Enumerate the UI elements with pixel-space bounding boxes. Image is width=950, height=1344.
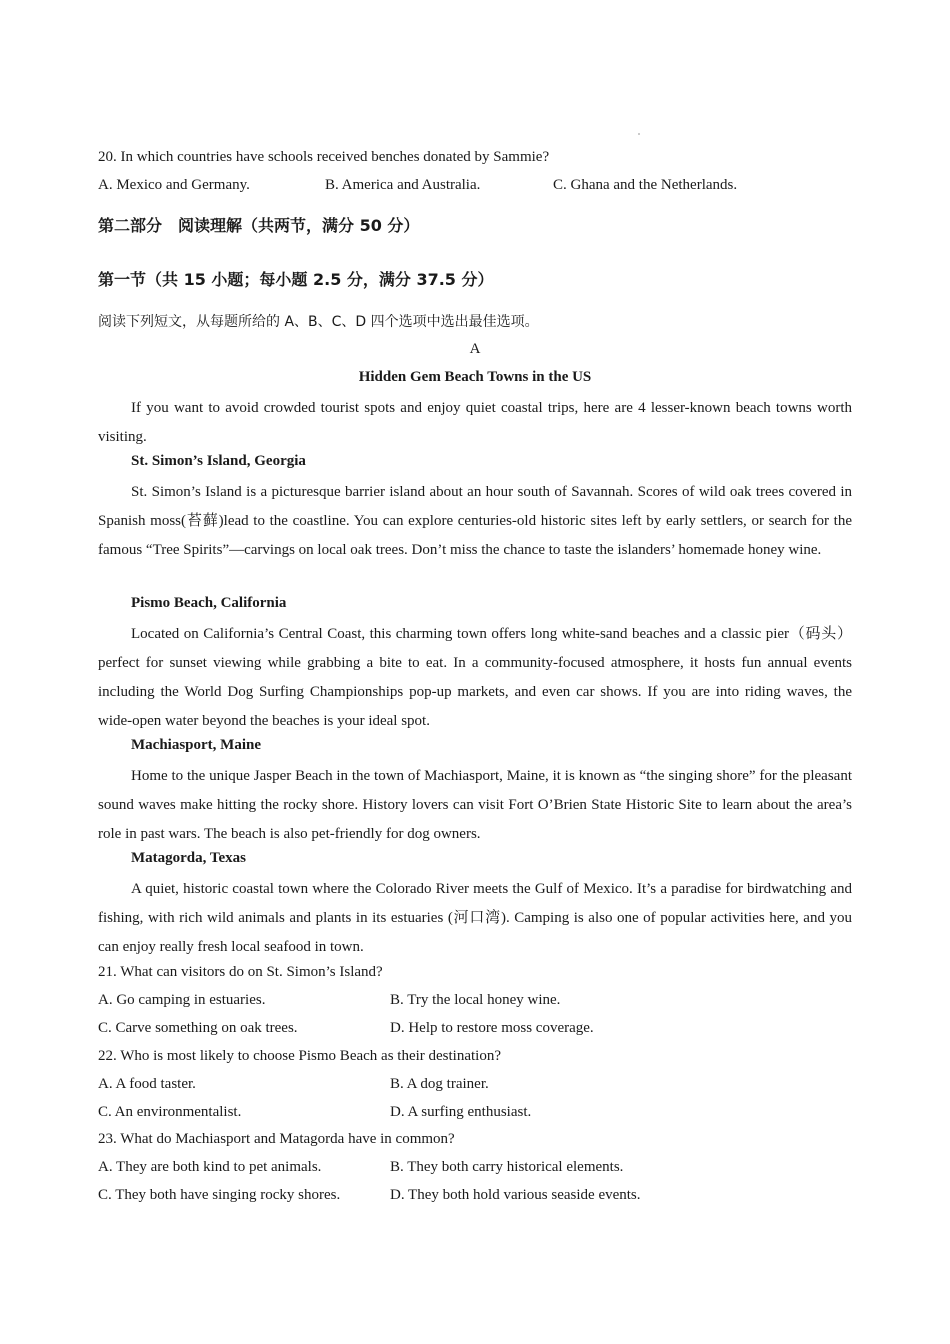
section-heading-st-simons: St. Simon’s Island, Georgia (131, 453, 306, 469)
q21-option-d: D. Help to restore moss coverage. (390, 1020, 594, 1036)
section-heading-pismo: Pismo Beach, California (131, 595, 287, 611)
q21-stem: 21. What can visitors do on St. Simon’s Island? (98, 964, 383, 980)
q20-option-b: B. America and Australia. (325, 177, 481, 193)
section-heading-machiasport: Machiasport, Maine (131, 737, 261, 753)
q23-option-c: C. They both have singing rocky shores. (98, 1187, 341, 1203)
q21-option-b: B. Try the local honey wine. (390, 992, 561, 1008)
q23-option-b: B. They both carry historical elements. (390, 1159, 624, 1175)
passage-intro (98, 394, 852, 452)
section-text-machiasport (98, 762, 852, 849)
section-text: A quiet, historic coastal town where the Colorado River meets the Gulf of Mexico. It’s a paradise for birdwatching and fishing, with rich wild animals and plants in its estuaries (河口湾). Camping is also one of popular activities here, and you can enjoy really fresh local seafood in town. (98, 881, 852, 955)
section-text-st-simons (98, 478, 852, 565)
q23-option-d: D. They both hold various seaside events. (390, 1187, 641, 1203)
q22-option-c: C. An environmentalist. (98, 1104, 242, 1120)
q23-stem: 23. What do Machiasport and Matagorda have in common? (98, 1131, 455, 1147)
passage-title: Hidden Gem Beach Towns in the US (358, 369, 592, 385)
q22-option-b: B. A dog trainer. (390, 1076, 489, 1092)
q22-option-a: A. A food taster. (98, 1076, 196, 1092)
q23-option-a: A. They are both kind to pet animals. (98, 1159, 322, 1175)
q22-stem: 22. Who is most likely to choose Pismo Beach as their destination? (98, 1048, 502, 1064)
section-text-pismo (98, 620, 852, 736)
section-heading-matagorda: Matagorda, Texas (131, 850, 247, 866)
section-heading: 第一节（共 15 小题；每小题 2.5 分，满分 37.5 分） (98, 270, 494, 289)
q22-option-d: D. A surfing enthusiast. (390, 1104, 532, 1120)
passage-letter: A (469, 341, 481, 357)
instructions: 阅读下列短文，从每题所给的 A、B、C、D 四个选项中选出最佳选项。 (98, 314, 539, 330)
section-text: Located on California’s Central Coast, this charming town offers long white-sand beaches and a classic pier（码头）perfect for sunset viewing while grabbing a bite to eat. In a community-focused atmosphere, it hosts fun annual events including the World Dog Surfing Championships pop-up markets, and even car shows. If you are into riding waves, the wide-open water beyond the beaches is your ideal spot. (98, 626, 852, 729)
q20-option-c: C. Ghana and the Netherlands. (553, 177, 738, 193)
section-text-matagorda (98, 875, 852, 962)
section-text: Home to the unique Jasper Beach in the town of Machiasport, Maine, it is known as “the singing shore” for the pleasant sound waves make hitting the rocky shore. History lovers can visit Fort O’Brien State Historic Site to learn about the area’s role in past wars. The beach is also pet-friendly for dog owners. (98, 768, 852, 842)
part-heading: 第二部分 阅读理解（共两节，满分 50 分） (98, 216, 420, 235)
scan-speck (638, 133, 640, 135)
passage-intro-text: If you want to avoid crowded tourist spots and enjoy quiet coastal trips, here are 4 lesser-known beach towns worth visiting. (98, 400, 852, 445)
q20-stem: 20. In which countries have schools received benches donated by Sammie? (98, 149, 550, 165)
q21-option-a: A. Go camping in estuaries. (98, 992, 266, 1008)
section-text: St. Simon’s Island is a picturesque barrier island about an hour south of Savannah. Scores of wild oak trees covered in Spanish moss(苔藓)lead to the coastline. You can explore centuries-old historic sites left by early settlers, or search for the famous “Tree Spirits”—carvings on local oak trees. Don’t miss the chance to taste the islanders’ homemade honey wine. (98, 484, 852, 558)
q20-option-a: A. Mexico and Germany. (98, 177, 250, 193)
q21-option-c: C. Carve something on oak trees. (98, 1020, 298, 1036)
